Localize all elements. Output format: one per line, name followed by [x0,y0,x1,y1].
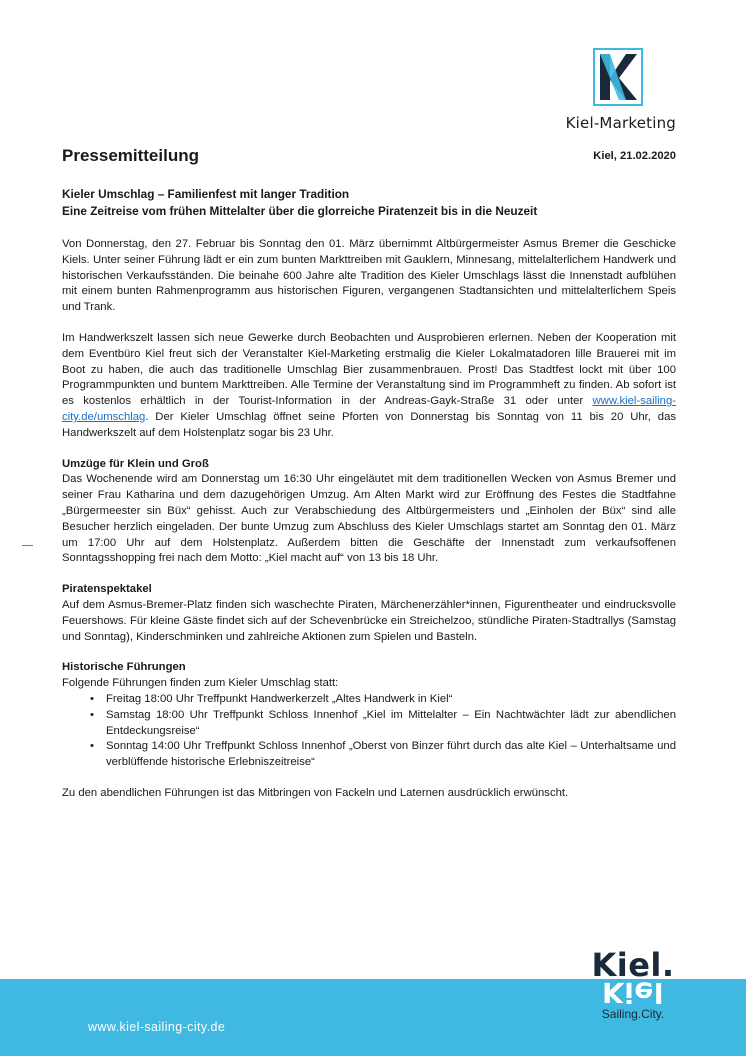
headline-line-2: Eine Zeitreise vom frühen Mittelalter über die glorreiche Piratenzeit bis in die Neuzeit [62,204,538,218]
tours-intro: Folgende Führungen finden zum Kieler Umschlag statt: [62,677,339,690]
header [62,146,676,170]
list-item: • Sonntag 14:00 Uhr Treffpunkt Schloss Innenhof „Oberst von Binzer führt durch das alte Kiel – Unterhaltsame und verblüffende historische Erlebniszeitreise“ [90,739,676,771]
section-title-parades: Umzüge für Klein und Groß [62,457,209,470]
margin-mark [22,545,33,546]
section-title-pirates: Piratenspektakel [62,583,152,596]
page-title: Pressemitteilung [62,146,199,165]
program-paragraph [62,331,676,442]
kiel-logo-word: Kiel. [591,946,675,984]
pirates-paragraph: Auf dem Asmus-Bremer-Platz finden sich waschechte Piraten, Märchenerzähler*innen, Figurentheater und eindrucksvolle Feuershows. Für kleine Gäste findet sich auf der Schevenbrücke ein Streichelzoo, stündliche Piraten-Stadtrallys (Samstag und Sonntag), Kinderschminken und zahlreiche Aktionen zum Spielen und Basteln. [62,598,676,643]
closing-paragraph: Zu den abendlichen Führungen ist das Mitbringen von Fackeln und Laternen ausdrücklich erwünscht. [62,786,569,799]
program-link[interactable]: www.kiel-sailing-city.de/umschlag [62,395,676,423]
footer-url[interactable]: www.kiel-sailing-city.de [88,1020,226,1034]
list-item: • Freitag 18:00 Uhr Treffpunkt Handwerkerzelt „Altes Handwerk in Kiel“ [90,692,676,708]
program-text-a: Im Handwerkszelt lassen sich neue Gewerke durch Beobachten und Ausprobieren erlernen. Neben der Kooperation mit dem Eventbüro Kiel freut sich der Veranstalter Kiel-Marketing erstmalig die Kieler Lokalmatadoren lille Brauerei mit im Boot zu haben, die auch das traditionelle Umschlag Bier zusammenbrauen. Prost! Das Stadtfest lockt mit über 100 Programmpunkten und buntem Markttreiben. Alle Termine der Veranstaltung sind im Programmheft zu finden. Ab sofort ist es kostenlos erhältlich in der Tourist-Information in der Andreas-Gayk-Straße 31 oder unter [62,331,676,408]
kiel-sailing-city-logo [588,946,678,1042]
article-body [62,237,676,802]
intro-paragraph: Von Donnerstag, den 27. Februar bis Sonntag den 01. März übernimmt Altbürgermeister Asmus Bremer die Geschicke Kiels. Unter seiner Führung lädt er ein zum bunten Markttreiben mit Gauklern, Minnesang, mittelalterlichem Handwerk und historischen Verkaufsständen. Die beinahe 600 Jahre alte Tradition des Kieler Umschlags lässt die Innenstadt aufblühen mit einem bunten Rahmenprogramm aus historischen Figuren, vergangenen Stadtansichten und mittelalterlichem Speis und Trank. [62,238,676,314]
kiel-marketing-logo [560,48,680,138]
brand-name: Kiel-Marketing [565,114,676,132]
k-monogram-icon [593,48,643,106]
list-item: • Samstag 18:00 Uhr Treffpunkt Schloss Innenhof „Kiel im Mittelalter – Ein Nachtwächter lädt zur abendlichen Entdeckungsreise“ [90,708,676,740]
kiel-logo-reflection: Kiel [602,976,664,1009]
headline-line-1: Kieler Umschlag – Familienfest mit langer Tradition [62,187,350,201]
parades-paragraph: Das Wochenende wird am Donnerstag um 16:30 Uhr eingeläutet mit dem traditionellen Wecken von Asmus Bremer und seiner Frau Katharina und dem dazugehörigen Umzug. Am Alten Markt wird zur Eröffnung des Festes die Stadtfahne „Bürgermeester sin Büx“ gehisst. Auch zur Verabschiedung des Altbürgermeisters und „Einholen der Büx“ sind alle Besucher herzlich eingeladen. Der bunte Umzug zum Abschluss des Kieler Umschlags startet am Sonntag den 01. März um 17:00 Uhr auf dem Holstenplatz. Außerdem bitten die Geschäfte der Innenstadt zum verkaufsoffenen Sonntagsshopping frei nach dem Motto: „Kiel macht auf“ von 13 bis 18 Uhr. [62,473,676,565]
section-title-tours: Historische Führungen [62,661,186,674]
date-line: Kiel, 21.02.2020 [593,150,676,162]
tours-list [62,692,676,771]
headline [62,186,682,220]
kiel-logo-tagline: Sailing.City. [601,1007,665,1021]
program-text-b: . Der Kieler Umschlag öffnet seine Pforten von Donnerstag bis Sonntag von 11 bis 20 Uhr, das Handwerkszelt auf dem Holstenplatz sogar bis 23 Uhr. [62,410,676,439]
